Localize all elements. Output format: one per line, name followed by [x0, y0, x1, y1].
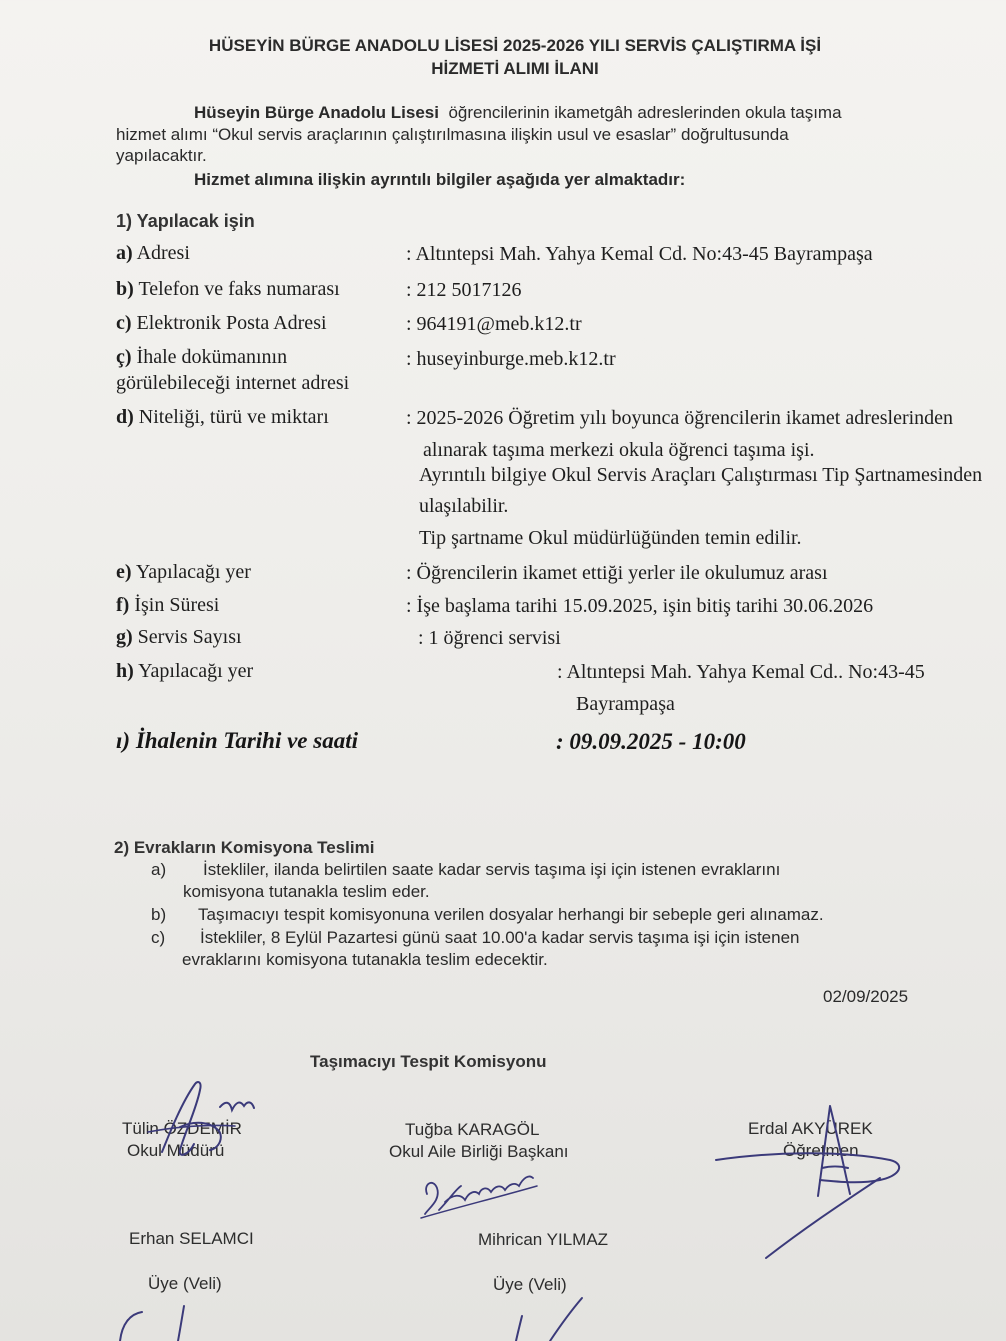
item-i-label — [116, 728, 358, 754]
member-3-name: Erdal AKYÜREK — [748, 1119, 873, 1138]
section2-heading: 2) Evrakların Komisyona Teslimi — [114, 838, 375, 857]
details-heading: Hizmet alımına ilişkin ayrıntılı bilgiler aşağıda yer almaktadır: — [194, 170, 686, 189]
item-cc-label-line2: görülebileceği internet adresi — [116, 372, 350, 394]
item-a-label-text: Adresi — [136, 242, 190, 264]
sec2-item-b-line1: Taşımacıyı tespit komisyonuna verilen dosyalar herhangi bir sebeple geri alınamaz. — [198, 905, 824, 924]
document-title-line1: HÜSEYİN BÜRGE ANADOLU LİSESİ 2025-2026 YILI SERVİS ÇALIŞTIRMA İŞİ — [208, 36, 822, 55]
item-cc-label — [116, 346, 287, 369]
item-g-value: : 1 öğrenci servisi — [418, 627, 561, 649]
item-letter: d) — [116, 406, 134, 428]
item-cc-label-text: İhale dokümanının — [136, 346, 288, 368]
member-5-name: Mihrican YILMAZ — [478, 1230, 609, 1249]
item-f-label-text: İşin Süresi — [134, 594, 220, 616]
item-a-value: : Altıntepsi Mah. Yahya Kemal Cd. No:43-45 Bayrampaşa — [406, 243, 873, 265]
item-d-label-text: Niteliği, türü ve miktarı — [138, 406, 329, 428]
item-letter: f) — [116, 594, 130, 616]
item-b-label — [116, 278, 340, 301]
member-2-name: Tuğba KARAGÖL — [405, 1120, 540, 1139]
item-letter: e) — [116, 561, 132, 583]
item-b-value: : 212 5017126 — [406, 279, 522, 301]
item-letter: h) — [116, 660, 134, 682]
item-i-value: : 09.09.2025 - 10:00 — [556, 729, 746, 754]
item-d-value-line3: Ayrıntılı bilgiye Okul Servis Araçları Çalıştırması Tip Şartnamesinden — [419, 464, 983, 486]
member-1-role: Okul Müdürü — [127, 1141, 225, 1160]
item-letter: a) — [116, 242, 133, 264]
item-c-value: : 964191@meb.k12.tr — [406, 313, 582, 335]
item-d-value: : 2025-2026 Öğretim yılı boyunca öğrencilerin ikamet adreslerinden — [406, 407, 954, 429]
sec2-item-c-letter: c) — [151, 928, 166, 947]
signature-5-drawing — [500, 1296, 600, 1341]
item-h-label-text: Yapılacağı yer — [138, 660, 254, 682]
item-d-value-line2: alınarak taşıma merkezi okula öğrenci taşıma işi. — [423, 439, 815, 461]
item-cc-value: : huseyinburge.meb.k12.tr — [406, 348, 616, 370]
sec2-item-b-letter: b) — [151, 905, 167, 924]
item-c-label-text: Elektronik Posta Adresi — [136, 312, 327, 334]
sec2-item-a-line2: komisyona tutanakla teslim eder. — [183, 882, 430, 901]
signature-2-drawing — [415, 1164, 545, 1224]
item-c-label — [116, 312, 327, 335]
item-e-label — [116, 561, 251, 584]
commission-title: Taşımacıyı Tespit Komisyonu — [310, 1052, 547, 1071]
signature-3-drawing — [710, 1098, 910, 1268]
item-letter: g) — [116, 626, 133, 648]
item-letter: ç) — [116, 346, 132, 368]
item-f-value: : İşe başlama tarihi 15.09.2025, işin bitiş tarihi 30.06.2026 — [406, 595, 874, 617]
item-i-label-text: İhalenin Tarihi ve saati — [135, 728, 358, 753]
member-2-role: Okul Aile Birliği Başkanı — [389, 1142, 569, 1161]
school-name: Hüseyin Bürge Anadolu Lisesi — [194, 103, 439, 122]
sec2-item-a-line1: İstekliler, ilanda belirtilen saate kadar servis taşıma işi için istenen evraklarını — [203, 860, 781, 879]
item-h-label — [116, 660, 253, 683]
item-letter: b) — [116, 278, 134, 300]
signature-4-drawing — [112, 1300, 212, 1341]
item-letter: ı) — [116, 728, 131, 753]
member-3-role: Öğretmen — [783, 1141, 859, 1160]
item-d-value-line5: Tip şartname Okul müdürlüğünden temin edilir. — [419, 527, 802, 549]
member-1-name: Tülin ÖZDEMİR — [122, 1119, 242, 1138]
member-4-name: Erhan SELAMCI — [129, 1229, 254, 1248]
item-g-label-text: Servis Sayısı — [137, 626, 242, 648]
item-a-label — [116, 242, 190, 265]
intro-line1-text: öğrencilerinin ikametgâh adreslerinden okula taşıma — [448, 103, 842, 122]
item-letter: c) — [116, 312, 132, 334]
item-h-value: : Altıntepsi Mah. Yahya Kemal Cd.. No:43-45 — [557, 661, 925, 683]
item-f-label — [116, 594, 219, 617]
document-date: 02/09/2025 — [823, 987, 909, 1006]
intro-line2: hizmet alımı “Okul servis araçlarının çalıştırılmasına ilişkin usul ve esaslar” doğrultusunda — [116, 125, 789, 144]
intro-line3: yapılacaktır. — [116, 146, 207, 165]
sec2-item-a-letter: a) — [151, 860, 167, 879]
item-d-label — [116, 406, 329, 429]
section1-heading: 1) Yapılacak işin — [116, 211, 255, 231]
item-e-value: : Öğrencilerin ikamet ettiği yerler ile okulumuz arası — [406, 562, 828, 584]
sec2-item-c-line1: İstekliler, 8 Eylül Pazartesi günü saat 10.00'a kadar servis taşıma işi için istenen — [200, 928, 800, 947]
member-5-role: Üye (Veli) — [493, 1275, 567, 1294]
member-4-role: Üye (Veli) — [148, 1274, 222, 1293]
item-b-label-text: Telefon ve faks numarası — [138, 278, 340, 300]
item-e-label-text: Yapılacağı yer — [135, 561, 251, 583]
intro-line1 — [194, 103, 842, 123]
document-title-line2: HİZMETİ ALIMI İLANI — [431, 59, 599, 78]
item-d-value-line4: ulaşılabilir. — [419, 495, 509, 517]
item-g-label — [116, 626, 242, 649]
item-h-value-line2: Bayrampaşa — [576, 693, 675, 715]
signature-1-drawing — [140, 1072, 260, 1167]
sec2-item-c-line2: evraklarını komisyona tutanakla teslim edecektir. — [182, 950, 548, 969]
